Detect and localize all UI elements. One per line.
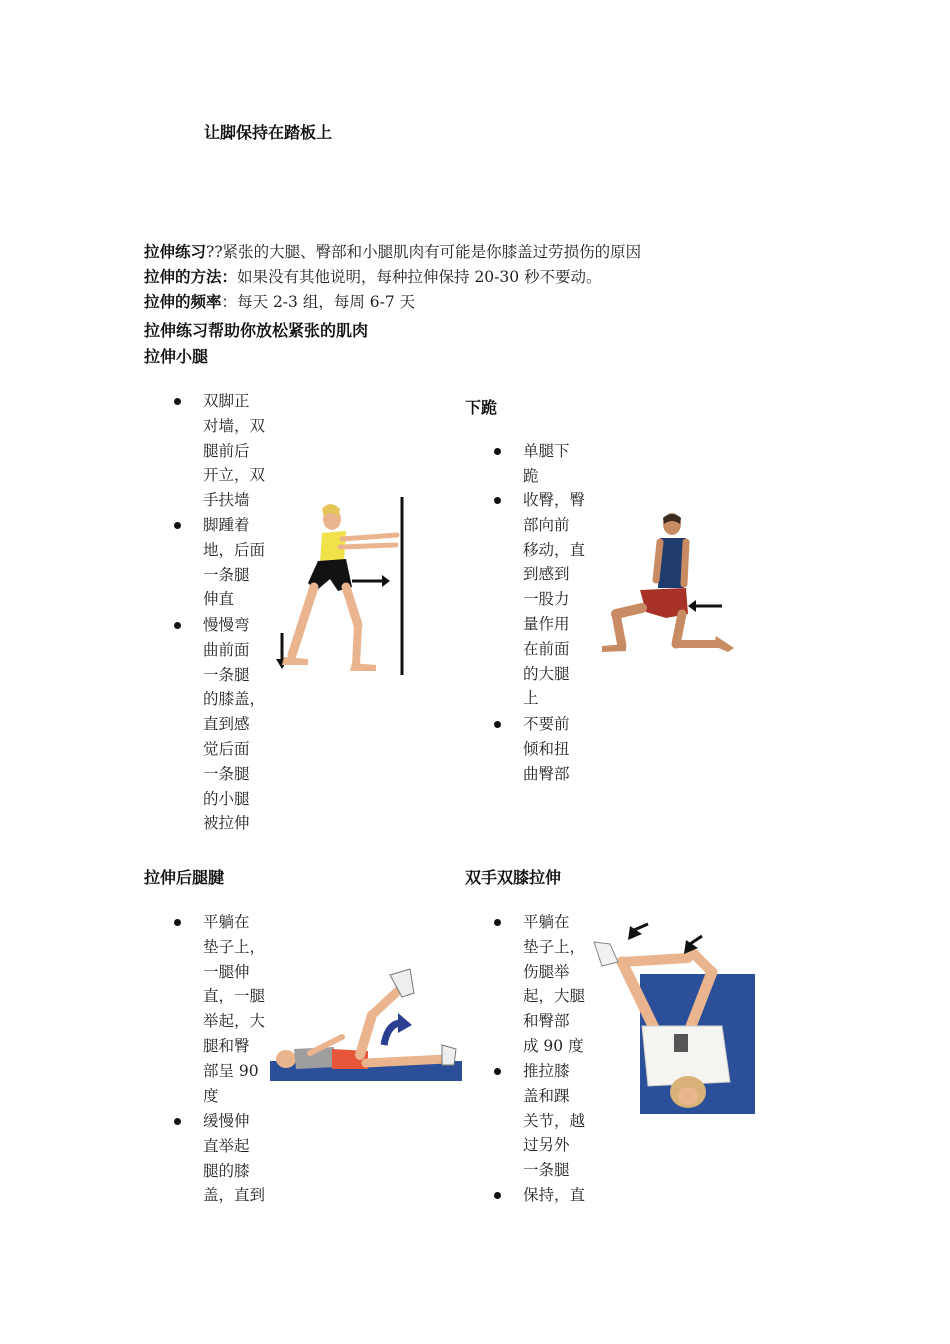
intro-text-1: ??紧张的大腿、臀部和小腿肌肉有可能是你膝盖过劳损伤的原因 [206, 243, 642, 261]
text-line: 收臀，臀 [523, 491, 586, 509]
text-line: 盖，直到 [203, 1186, 266, 1205]
text-line: 起，大腿 [523, 987, 586, 1006]
intro-label-3: 拉伸的频率 [144, 293, 222, 311]
text-line: 不要前 [523, 715, 570, 733]
text-line: 慢慢弯 [203, 616, 250, 634]
hamstring-bullet-2 [203, 1109, 273, 1208]
knees-bullet-3 [523, 1183, 593, 1208]
text-line: 度 [203, 1086, 219, 1105]
text-line: 被拉伸 [203, 814, 250, 833]
kneel-illustration [600, 510, 740, 660]
intro-line-3 [144, 290, 415, 315]
text-line: 腿的膝 [203, 1161, 250, 1180]
knees-stretch-illustration [592, 922, 757, 1117]
intro-label-1: 拉伸练习 [144, 243, 207, 261]
text-line: 曲臀部 [523, 764, 570, 783]
text-line: 的小腿 [203, 789, 250, 808]
text-line: 单腿下 [523, 442, 570, 460]
text-line: 手扶墙 [203, 491, 250, 510]
text-line: 的膝盖， [203, 690, 266, 709]
text-line: 一条腿 [203, 565, 250, 584]
text-line: 一条腿 [203, 764, 250, 783]
bullet-dot [174, 398, 181, 405]
text-line: 觉后面 [203, 739, 250, 758]
text-line: 倾和扭 [523, 739, 570, 758]
text-line: 量作用 [523, 614, 570, 633]
text-line: 平躺在 [203, 913, 250, 931]
bullet-dot [494, 721, 501, 728]
calf-bullet-3 [203, 613, 273, 836]
text-line: 举起，大 [203, 1012, 266, 1031]
bullet-dot [174, 622, 181, 629]
text-line: 关节，越 [523, 1111, 586, 1130]
text-line: 伸直 [203, 590, 235, 609]
text-line: 在前面 [523, 639, 570, 658]
kneel-bullet-1 [523, 439, 593, 489]
text-line: 垫子上， [203, 937, 266, 956]
text-line: 缓慢伸 [203, 1112, 250, 1130]
section-title-knees: 双手双膝拉伸 [465, 868, 562, 887]
text-line: 直，一腿 [203, 987, 266, 1006]
text-line: 垫子上， [523, 937, 586, 956]
knees-bullet-1 [523, 910, 593, 1059]
bullet-dot [174, 1118, 181, 1125]
bullet-dot [174, 919, 181, 926]
text-line: 上 [523, 689, 539, 708]
kneel-bullet-3 [523, 712, 593, 786]
text-line: 腿和臀 [203, 1036, 250, 1055]
text-line: 推拉膝 [523, 1062, 570, 1080]
text-line: 的大腿 [523, 664, 570, 683]
text-line: 盖和踝 [523, 1086, 570, 1105]
section-title-calf: 拉伸小腿 [144, 347, 209, 366]
calf-bullet-1 [203, 389, 273, 513]
hamstring-illustration [270, 965, 465, 1085]
text-line: 地，后面 [203, 540, 266, 559]
intro-text-3: ：每天 2-3 组，每周 6-7 天 [221, 293, 416, 311]
text-line: 一条腿 [523, 1161, 570, 1180]
text-line: 保持，直 [523, 1186, 586, 1204]
text-line: 脚踵着 [203, 516, 250, 534]
knees-bullet-2 [523, 1059, 593, 1183]
text-line: 开立，双 [203, 466, 266, 485]
bullet-dot [494, 497, 501, 504]
text-line: 到感到 [523, 565, 570, 584]
text-line: 直举起 [203, 1136, 250, 1155]
text-line: 对墙，双 [203, 416, 266, 435]
hamstring-bullet-1 [203, 910, 273, 1108]
bullet-dot [494, 1068, 501, 1075]
kneel-bullet-2 [523, 488, 593, 711]
text-line: 伤腿举 [523, 962, 570, 981]
text-line: 部呈 90 [203, 1061, 259, 1080]
text-line: 双脚正 [203, 392, 250, 410]
bullet-dot [494, 919, 501, 926]
text-line: 部向前 [523, 515, 570, 534]
section-title-hamstring: 拉伸后腿腱 [144, 868, 225, 887]
bullet-dot [494, 448, 501, 455]
text-line: 腿前后 [203, 441, 250, 460]
page-heading: 让脚保持在踏板上 [204, 123, 333, 142]
intro-line-4: 拉伸练习帮助你放松紧张的肌肉 [144, 321, 369, 340]
text-line: 移动，直 [523, 540, 586, 559]
text-line: 过另外 [523, 1136, 570, 1155]
text-line: 直到感 [203, 715, 250, 734]
section-title-kneel: 下跪 [465, 398, 498, 417]
intro-label-2: 拉伸的方法： [144, 268, 238, 286]
text-line: 和臀部 [523, 1012, 570, 1031]
text-line: 一条腿 [203, 665, 250, 684]
text-line: 成 90 度 [523, 1036, 584, 1055]
text-line: 跪 [523, 466, 539, 485]
bullet-dot [174, 522, 181, 529]
intro-line-2 [144, 265, 602, 290]
text-line: 平躺在 [523, 913, 570, 931]
text-line: 一腿伸 [203, 962, 250, 981]
bullet-dot [494, 1192, 501, 1199]
calf-stretch-illustration [272, 495, 412, 680]
intro-text-2: 如果没有其他说明，每种拉伸保持 20-30 秒不要动。 [237, 268, 602, 286]
text-line: 曲前面 [203, 640, 250, 659]
intro-line-1 [144, 240, 641, 265]
text-line: 一股力 [523, 590, 570, 609]
calf-bullet-2 [203, 513, 273, 612]
